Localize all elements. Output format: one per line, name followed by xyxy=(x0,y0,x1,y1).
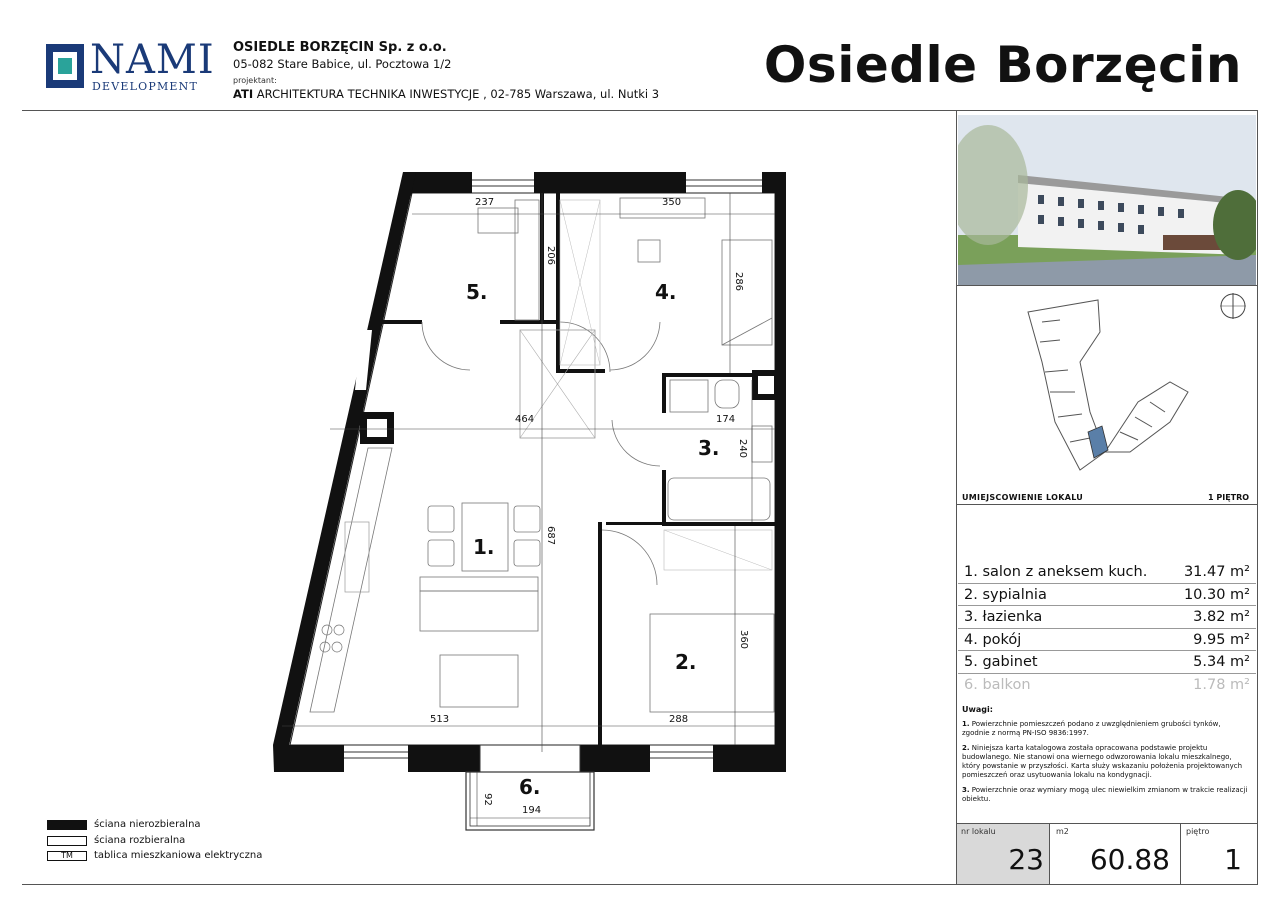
location-floor: 1 PIĘTRO xyxy=(1208,493,1250,502)
page-title: Osiedle Borzęcin xyxy=(763,36,1242,94)
room-area: 31.47 m² xyxy=(1183,564,1250,580)
list-item xyxy=(958,561,1256,584)
room-area: 3.82 m² xyxy=(1193,609,1250,625)
area-label: m2 xyxy=(1056,827,1069,836)
dim-label: 174 xyxy=(716,414,736,425)
unit-number-label: nr lokalu xyxy=(961,827,996,836)
plan-walls xyxy=(273,172,786,830)
architect-short: ATI xyxy=(233,87,254,101)
legend-swatch-partition xyxy=(47,836,87,846)
projektant-label: projektant: xyxy=(233,76,277,85)
room-label-6: 6. xyxy=(519,775,541,799)
architect-details: ARCHITEKTURA TECHNIKA INWESTYCJE , 02-785 Warszawa, ul. Nutki 3 xyxy=(253,87,660,101)
building-photo xyxy=(958,115,1256,285)
logo-subtitle: DEVELOPMENT xyxy=(92,80,199,93)
room-name: 2. sypialnia xyxy=(964,586,1047,603)
unit-number-value: 23 xyxy=(1008,843,1044,876)
notes-title: Uwagi: xyxy=(962,705,993,714)
area-value: 60.88 xyxy=(1089,843,1170,876)
room-area: 1.78 m² xyxy=(1193,676,1250,693)
legend-label: tablica mieszkaniowa elektryczna xyxy=(94,850,263,861)
legend-label: ściana rozbieralna xyxy=(94,835,186,846)
room-name: 5. gabinet xyxy=(964,654,1038,670)
dim-label: 240 xyxy=(737,438,749,459)
dimension-lines xyxy=(282,193,775,826)
room-area: 10.30 m² xyxy=(1183,586,1250,603)
room-label-3: 3. xyxy=(698,436,720,460)
company-address: 05-082 Stare Babice, ul. Pocztowa 1/2 xyxy=(233,57,452,71)
room-label-2: 2. xyxy=(675,650,697,674)
north-arrow-icon xyxy=(1219,292,1247,320)
room-label-4: 4. xyxy=(655,280,677,304)
room-list xyxy=(958,561,1256,696)
legend-label: ściana nierozbieralna xyxy=(94,819,201,830)
note-text: Powierzchnie pomieszczeń podano z uwzględnieniem grubości tynków, zgodnie z normą PN-ISO 9836:1997. xyxy=(962,720,1221,737)
room-label-1: 1. xyxy=(473,535,495,559)
summary-sep xyxy=(1180,824,1181,884)
dim-label: 206 xyxy=(545,245,557,266)
note-text: Powierzchnie oraz wymiary mogą ulec niewielkim zmianom w trakcie realizacji obiektu. xyxy=(962,786,1248,803)
dim-label: 513 xyxy=(430,714,450,725)
note-2 xyxy=(962,744,1248,780)
note-number: 3. xyxy=(962,786,970,794)
list-item xyxy=(958,584,1256,607)
room-name: 1. salon z aneksem kuch. xyxy=(964,564,1148,580)
list-item xyxy=(958,674,1256,697)
note-number: 1. xyxy=(962,720,970,728)
legend-swatch-bearing xyxy=(47,820,87,830)
summary-sep xyxy=(1049,824,1050,884)
floor-label: piętro xyxy=(1186,827,1210,836)
room-area: 5.34 m² xyxy=(1193,654,1250,670)
list-item xyxy=(958,606,1256,629)
dim-label: 288 xyxy=(669,714,689,725)
dim-label: 92 xyxy=(481,793,493,806)
dim-label: 350 xyxy=(662,197,682,208)
room-name: 6. balkon xyxy=(964,676,1031,693)
dim-label: 687 xyxy=(545,525,557,546)
legend-swatch-tm: TM xyxy=(47,851,87,861)
location-label: UMIEJSCOWIENIE LOKALU xyxy=(962,493,1084,502)
dim-label: 237 xyxy=(475,197,495,208)
note-3 xyxy=(962,786,1248,804)
floor-value: 1 xyxy=(1224,843,1242,876)
site-location-map xyxy=(1020,292,1195,484)
room-name: 3. łazienka xyxy=(964,609,1043,625)
dim-label: 464 xyxy=(515,414,535,425)
note-number: 2. xyxy=(962,744,970,752)
logo-text: NAMI xyxy=(90,37,215,83)
room-name: 4. pokój xyxy=(964,631,1022,648)
note-text: Niniejsza karta katalogowa została opracowana podstawie projektu budowlanego. Nie stanowi ona wiernego odwzorowania lokalu mieszkalnego, który powstanie w przyszłości. Karta służy wskazaniu położenia projektowanych pomieszczeń oraz usytuowania lokalu na kondygnacji. xyxy=(962,744,1243,779)
room-area: 9.95 m² xyxy=(1193,631,1250,648)
dim-label: 194 xyxy=(522,805,542,816)
note-1 xyxy=(962,720,1248,738)
room-label-5: 5. xyxy=(466,280,488,304)
list-item xyxy=(958,629,1256,652)
dim-label: 360 xyxy=(738,629,750,650)
notes-section xyxy=(958,705,1252,810)
company-name: OSIEDLE BORZĘCIN Sp. z o.o. xyxy=(233,40,447,55)
list-item xyxy=(958,651,1256,674)
dim-label: 286 xyxy=(733,271,745,292)
